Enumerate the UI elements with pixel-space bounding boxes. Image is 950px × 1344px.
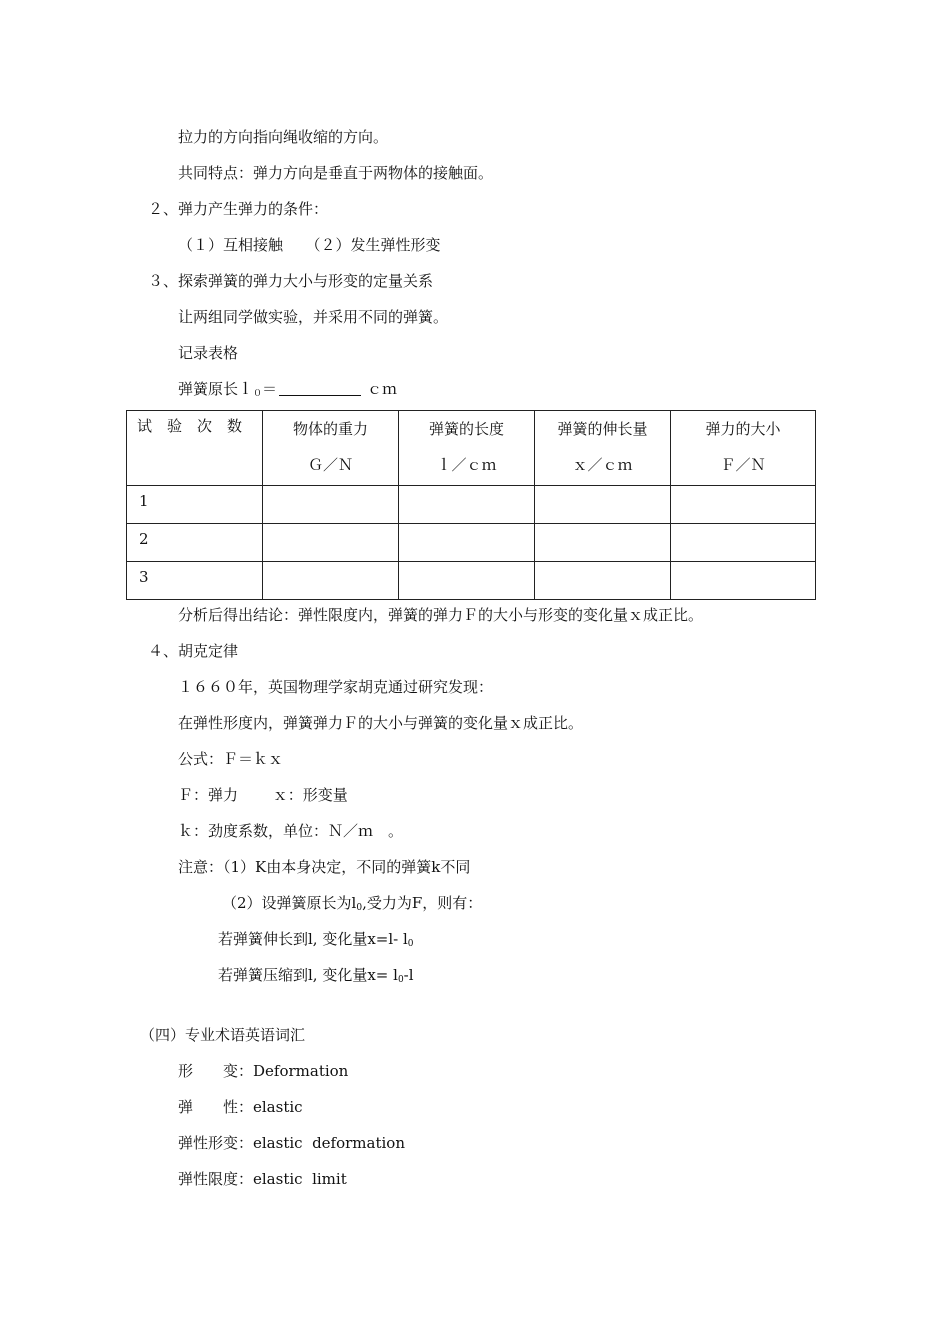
original-length-line — [178, 379, 397, 404]
label: -l — [403, 966, 414, 984]
note-line: 注意：（1）K由本身决定，不同的弹簧k不同 — [178, 858, 471, 876]
section-heading: ４、胡克定律 — [148, 642, 239, 660]
formula-line: 公式：Ｆ＝ｋｘ — [178, 750, 284, 768]
text-line: 记录表格 — [178, 344, 239, 362]
section-heading: （四）专业术语英语词汇 — [140, 1026, 306, 1044]
header-label: 弹簧的伸长量 — [557, 420, 648, 438]
table-cell — [399, 486, 535, 524]
note-line — [218, 929, 414, 954]
label: 若弹簧压缩到l, 变化量x= l — [218, 966, 398, 984]
table-cell — [671, 486, 816, 524]
trial-number-cell — [127, 486, 263, 524]
table-header-cell — [399, 411, 535, 486]
table-cell — [399, 562, 535, 600]
header-unit: ｘ／ｃｍ — [572, 456, 633, 474]
label: ＝ — [262, 380, 278, 398]
trial-number: 2 — [139, 530, 149, 548]
fill-blank — [279, 380, 361, 396]
text-line: Ｆ：弹力 ｘ：形变量 — [178, 786, 348, 804]
label: 弹簧原长ｌ — [178, 380, 254, 398]
header-unit: Ｇ／Ｎ — [307, 456, 353, 474]
note-line — [222, 893, 482, 918]
label: 若弹簧伸长到l, 变化量x=l- l — [218, 930, 408, 948]
text-line: 共同特点：弹力方向是垂直于两物体的接触面。 — [178, 164, 494, 182]
text-line: ｋ：劲度系数，单位：Ｎ／ｍ 。 — [178, 822, 404, 840]
header-label: 物体的重力 — [292, 420, 368, 438]
text-line: 让两组同学做实验，并采用不同的弹簧。 — [178, 308, 449, 326]
table-cell — [671, 562, 816, 600]
record-table — [126, 410, 816, 600]
trial-number: 1 — [139, 492, 149, 510]
table-cell — [263, 562, 399, 600]
header-label: 弹力的大小 — [705, 420, 781, 438]
table-cell — [263, 524, 399, 562]
trial-number: 3 — [139, 568, 149, 586]
table-header-cell — [535, 411, 671, 486]
text-line: １６６０年，英国物理学家胡克通过研究发现： — [178, 678, 494, 696]
table-row — [127, 562, 816, 600]
header-label: 弹簧的长度 — [428, 420, 504, 438]
unit: ｃｍ — [367, 380, 398, 398]
vocab-line: 形 变：Deformation — [178, 1062, 349, 1080]
label: ,受力为F，则有： — [362, 894, 483, 912]
table-row — [127, 524, 816, 562]
section-heading: ３、探索弹簧的弹力大小与形变的定量关系 — [148, 272, 434, 290]
table-header-cell — [127, 411, 263, 486]
vocab-line: 弹性形变：elastic deformation — [178, 1134, 405, 1152]
table-header-cell — [263, 411, 399, 486]
table-header-cell — [671, 411, 816, 486]
trial-number-cell — [127, 524, 263, 562]
text-line: （１）互相接触 （２）发生弹性形变 — [178, 236, 441, 254]
table-cell — [399, 524, 535, 562]
section-heading: ２、弹力产生弹力的条件： — [148, 200, 329, 218]
vocab-line: 弹性限度：elastic limit — [178, 1170, 347, 1188]
vocab-line: 弹 性：elastic — [178, 1098, 303, 1116]
header-unit: Ｆ／Ｎ — [720, 456, 766, 474]
table-cell — [535, 524, 671, 562]
header-label: 试 验 次 数 — [137, 417, 243, 435]
text-line: 拉力的方向指向绳收缩的方向。 — [178, 128, 389, 146]
text-line: 在弹性形度内，弹簧弹力Ｆ的大小与弹簧的变化量ｘ成正比。 — [178, 714, 584, 732]
label: （2）设弹簧原长为l — [222, 894, 357, 912]
table-cell — [671, 524, 816, 562]
table-row — [127, 486, 816, 524]
subscript: 0 — [356, 903, 363, 913]
trial-number-cell — [127, 562, 263, 600]
subscript: ０ — [253, 389, 263, 399]
header-unit: ｌ／ｃｍ — [436, 456, 497, 474]
subscript: 0 — [397, 975, 404, 985]
table-cell — [535, 562, 671, 600]
note-line — [218, 965, 414, 990]
conclusion-line: 分析后得出结论：弹性限度内，弹簧的弹力Ｆ的大小与形变的变化量ｘ成正比。 — [178, 606, 704, 624]
table-cell — [535, 486, 671, 524]
subscript: 0 — [407, 939, 414, 949]
table-cell — [263, 486, 399, 524]
table-header-row — [127, 411, 816, 486]
